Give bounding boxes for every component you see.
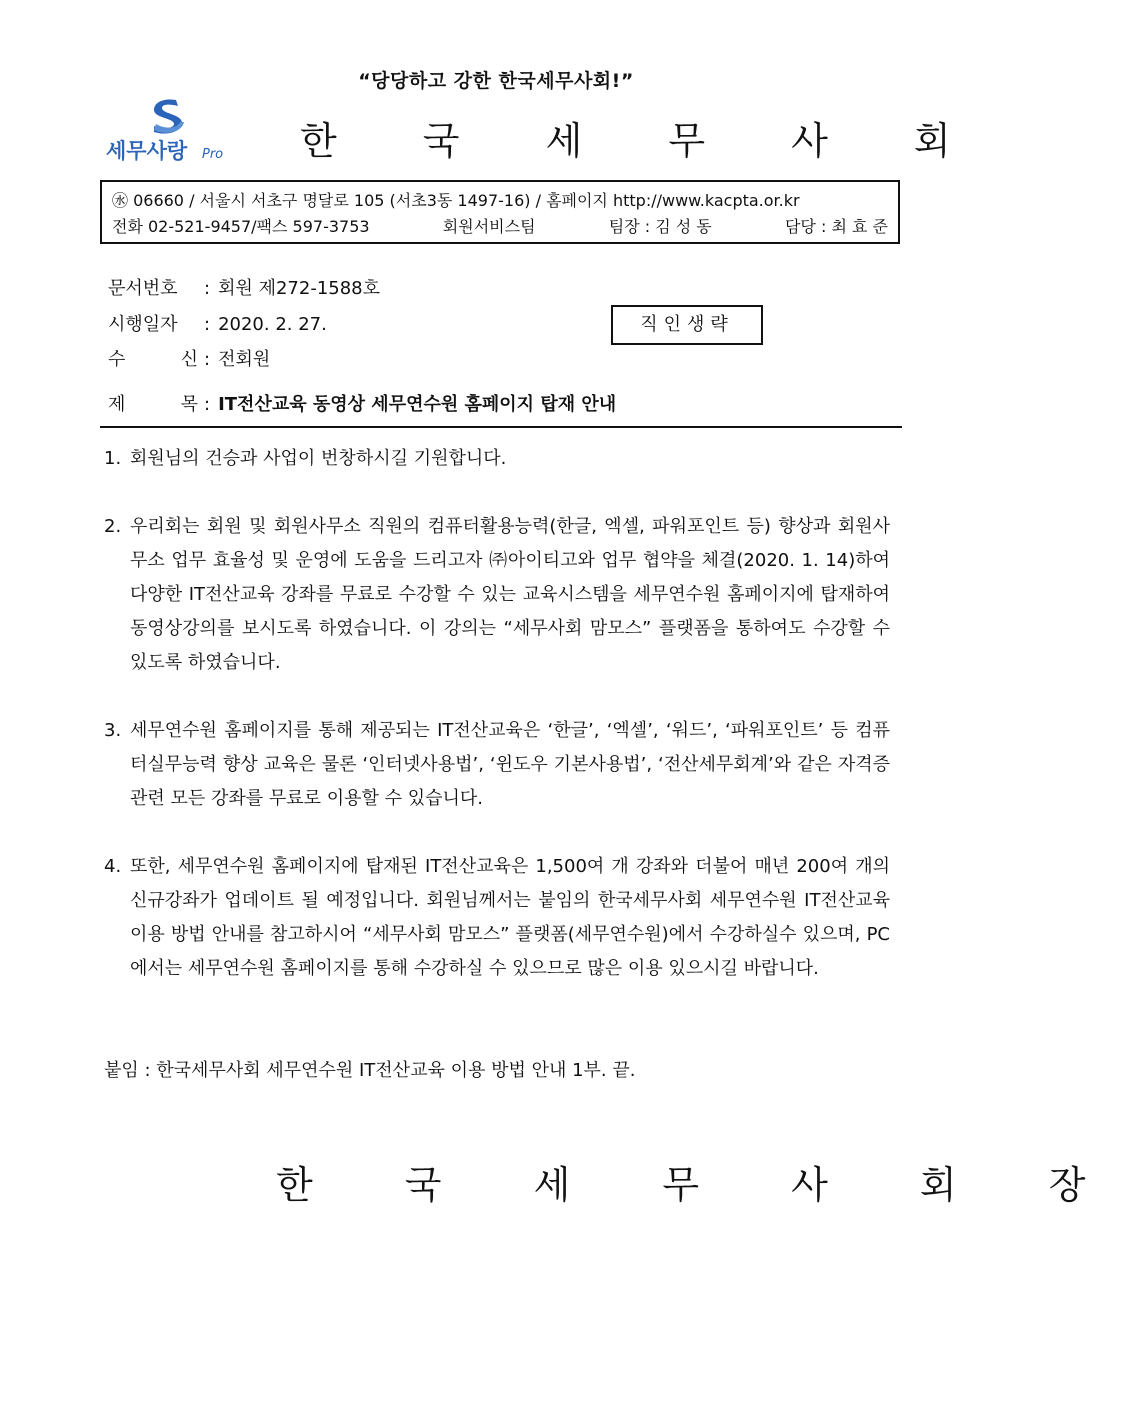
paragraph-1-text: 회원님의 건승과 사업이 번창하시길 기원합니다. [130, 448, 507, 469]
paragraph-4-number: 4. [104, 856, 122, 877]
recipient-label: 수 신 [108, 349, 198, 370]
recipient: 전회원 [218, 349, 271, 370]
subject-label: 제 목 [108, 394, 198, 415]
svg-text:세무사랑: 세무사랑 [106, 139, 188, 163]
svg-text:Pro: Pro [202, 147, 224, 162]
contact-team: 회원서비스팀 [442, 217, 536, 236]
paragraph-3-number: 3. [104, 720, 122, 741]
signature-title: 한 국 세 무 사 회 장 [276, 1163, 1125, 1207]
paragraph-2-text: 우리회는 회원 및 회원사무소 직원의 컴퓨터활용능력(한글, 엑셀, 파워포인트 등) 향상과 회원사무소 업무 효율성 및 운영에 도움을 드리고자 ㈜아이티고와 업무 협약을 체결(2020. 1. 14)하여 다양한 IT전산교육 강좌를 무료로 수강할 수 있는 교육시스템을 세무연수원 홈페이지에 탑재하여 동영상강의를 보시도록 하였습니다. 이 강의는 “세무사회 맘모스” 플랫폼을 통하여도 수강할 수 있도록 하였습니다. [130, 516, 890, 673]
organization-title: 한 국 세 무 사 회 [300, 119, 988, 163]
subject: IT전산교육 동영상 세무연수원 홈페이지 탑재 안내 [218, 394, 617, 415]
paragraph-1 [104, 442, 890, 476]
date-label: 시행일자 [108, 314, 178, 335]
contact-info-box [100, 180, 900, 244]
contact-phone: 전화 02-521-9457/팩스 597-3753 [112, 217, 370, 236]
attachment-note: 붙임 : 한국세무사회 세무연수원 IT전산교육 이용 방법 안내 1부. 끝. [104, 1060, 636, 1081]
contact-address: ㊌ 06660 / 서울시 서초구 명달로 105 (서초3동 1497-16) / 홈페이지 http://www.kacpta.or.kr [112, 191, 800, 210]
header-divider [100, 426, 902, 428]
contact-team-leader: 팀장 : 김 성 동 [608, 217, 712, 236]
recipient-row: 수 신 : 전회원 [108, 345, 270, 371]
motto: “당당하고 강한 한국세무사회!” [358, 70, 634, 92]
paragraph-4-text: 또한, 세무연수원 홈페이지에 탑재된 IT전산교육은 1,500여 개 강좌와 더불어 매년 200여 개의 신규강좌가 업데이트 될 예정입니다. 회원님께서는 붙임의 한국세무사회 세무연수원 IT전산교육 이용 방법 안내를 참고하시어 “세무사회 맘모스” 플랫폼(세무연수원)에서 수강하실수 있으며, PC에서는 세무연수원 홈페이지를 통해 수강하실 수 있으므로 많은 이용 있으시길 바랍니다. [130, 856, 890, 979]
date-row: 시행일자 : 2020. 2. 27. [108, 310, 327, 336]
organization-logo [104, 96, 249, 168]
paragraph-4 [104, 850, 890, 986]
contact-phone-row [112, 214, 888, 240]
contact-staff: 담당 : 최 효 준 [784, 217, 888, 236]
doc-number: 회원 제272-1588호 [218, 278, 381, 299]
contact-address-row [112, 188, 888, 214]
doc-number-label: 문서번호 [108, 278, 178, 299]
seal-omitted-box: 직인생략 [611, 305, 763, 345]
doc-number-row: 문서번호 : 회원 제272-1588호 [108, 274, 380, 300]
paragraph-2-number: 2. [104, 516, 122, 537]
paragraph-3 [104, 714, 890, 816]
paragraph-2 [104, 510, 890, 680]
paragraph-3-text: 세무연수원 홈페이지를 통해 제공되는 IT전산교육은 ‘한글’, ‘엑셀’, ‘워드’, ‘파워포인트’ 등 컴퓨터실무능력 향상 교육은 물론 ‘인터넷사용법’, ‘윈도우 기본사용법’, ‘전산세무회계’와 같은 자격증 관련 모든 강좌를 무료로 이용할 수 있습니다. [130, 720, 890, 809]
subject-row: 제 목 : IT전산교육 동영상 세무연수원 홈페이지 탑재 안내 [108, 390, 616, 416]
issue-date: 2020. 2. 27. [218, 314, 327, 335]
paragraph-1-number: 1. [104, 448, 122, 469]
